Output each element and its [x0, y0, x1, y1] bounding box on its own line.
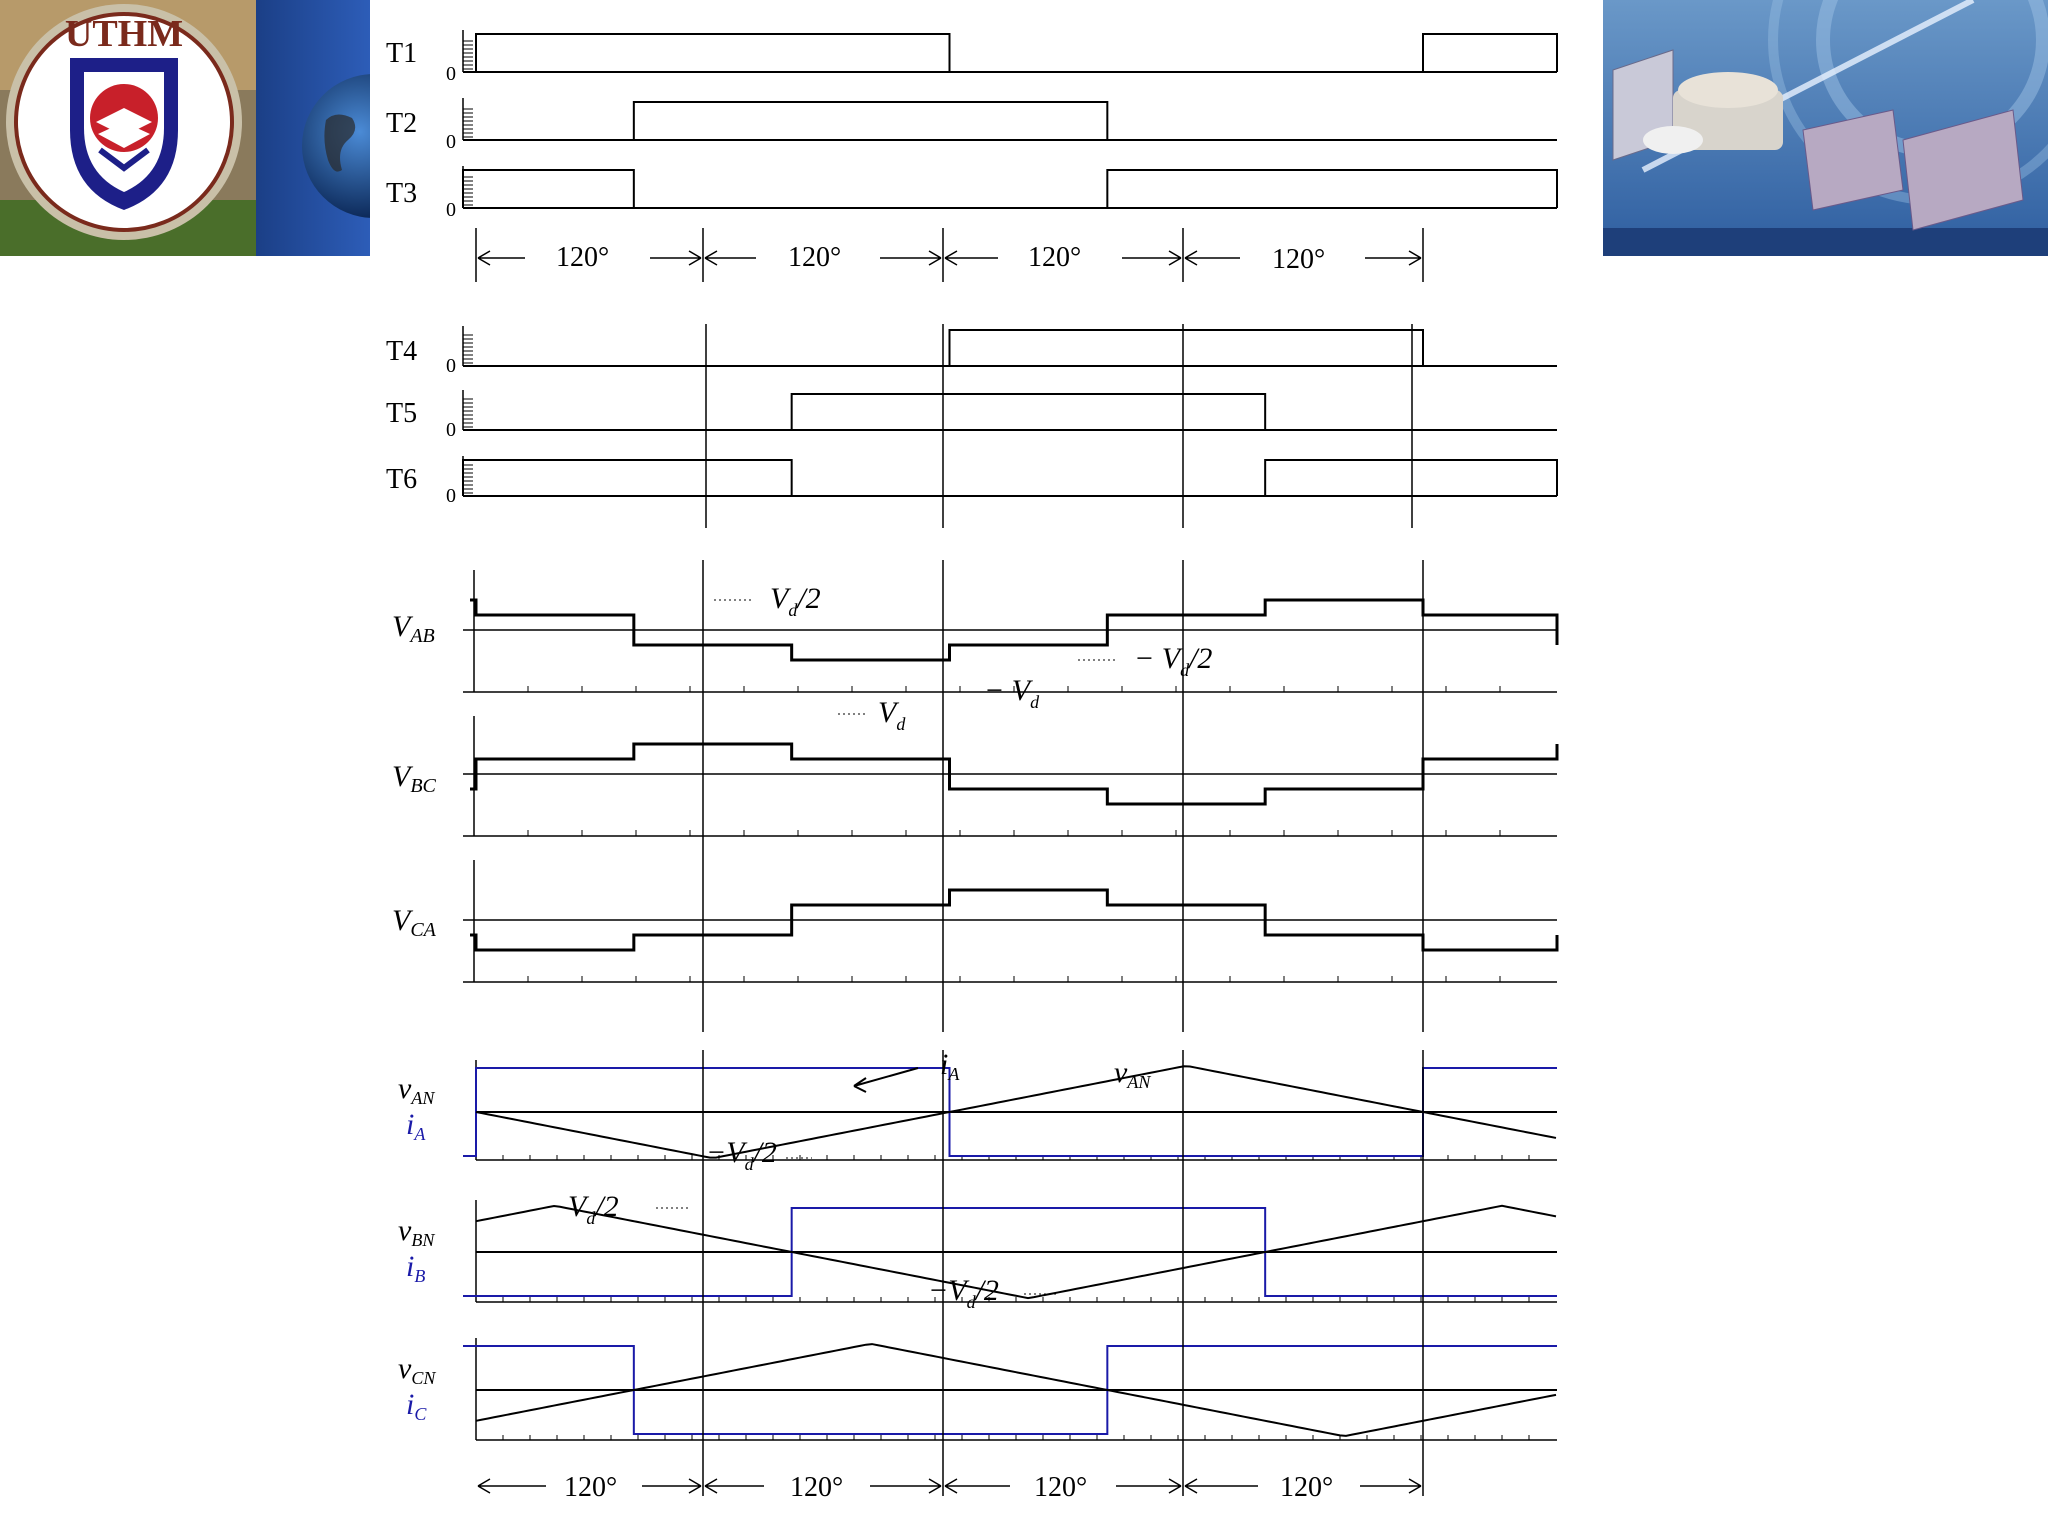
phase-voltage-labels	[398, 1072, 436, 1424]
interval-markers-top	[476, 228, 1423, 282]
label-vca: $V_{CA}$	[392, 904, 436, 941]
annotation-van: $v_{AN}$	[1114, 1056, 1151, 1092]
label-t4: T4	[386, 336, 418, 367]
label-t3: T3	[386, 178, 418, 209]
annotation-vd: $V_d$	[878, 696, 906, 734]
label-van: $v_{AN}$	[398, 1072, 435, 1108]
label-ic: $i_C$	[406, 1388, 427, 1424]
annotation-neg-vd-half: − $V_d/2$	[1134, 642, 1213, 680]
label-vbn: $v_{BN}$	[398, 1214, 435, 1250]
label-vab: $V_{AB}$	[392, 610, 435, 647]
logo-title: UTHM	[64, 13, 184, 55]
label-vcn: $v_{CN}$	[398, 1352, 436, 1388]
phase-traces	[463, 1050, 1557, 1496]
interval-label-2: 120°	[788, 242, 842, 273]
annotation-neg-vd: − $V_d$	[984, 674, 1040, 712]
switch-pulse-3-1	[463, 170, 634, 208]
interval-label-3: 120°	[1028, 242, 1082, 273]
interval-markers-bottom	[478, 1472, 1421, 1503]
interval-label-1: 120°	[556, 242, 610, 273]
switch-pulse-3-2	[1107, 170, 1557, 208]
annotation-neg-half-b: $-V_d/2$	[928, 1274, 999, 1312]
annotation-vd-half: $V_d/2$	[770, 582, 821, 620]
label-t5: T5	[386, 398, 418, 429]
label-ia: $i_A$	[406, 1108, 426, 1144]
zero-label-t3: 0	[446, 199, 456, 221]
switch-pulse-6-2	[1265, 460, 1557, 496]
label-ib: $i_B$	[406, 1250, 426, 1286]
switch-pulse-1-2	[1423, 34, 1557, 72]
annotation-half-b: $V_d/2$	[568, 1190, 619, 1228]
line-voltage-traces	[463, 560, 1557, 1032]
zero-label-t4: 0	[446, 355, 456, 377]
zero-label-t2: 0	[446, 131, 456, 153]
label-t6: T6	[386, 464, 418, 495]
zero-label-t5: 0	[446, 419, 456, 441]
label-t2: T2	[386, 108, 418, 139]
annotation-neg-half-a: $-V_d/2$	[706, 1136, 777, 1174]
interval-label-bottom-3: 120°	[1034, 1472, 1088, 1503]
interval-label-bottom-4: 120°	[1280, 1472, 1334, 1503]
switch-labels	[386, 38, 456, 507]
interval-label-4: 120°	[1272, 244, 1326, 275]
line-voltage-annotations	[714, 582, 1212, 734]
switch-pulse-6-1	[463, 460, 792, 496]
line-voltage-labels	[392, 610, 437, 941]
switch-pulse-2-1	[634, 102, 1108, 140]
switch-traces	[463, 30, 1557, 528]
switch-pulse-5-1	[792, 394, 1265, 430]
zero-label-t6: 0	[446, 485, 456, 507]
switch-pulse-1-1	[476, 34, 950, 72]
switch-pulse-4-1	[950, 330, 1424, 366]
phase-annotations	[568, 1048, 1151, 1312]
label-vbc: $V_{BC}$	[392, 760, 436, 797]
interval-label-bottom-2: 120°	[790, 1472, 844, 1503]
zero-label-t1: 0	[446, 63, 456, 85]
label-t1: T1	[386, 38, 418, 69]
annotation-ia: $i_A$	[940, 1048, 960, 1084]
interval-label-bottom-1: 120°	[564, 1472, 618, 1503]
